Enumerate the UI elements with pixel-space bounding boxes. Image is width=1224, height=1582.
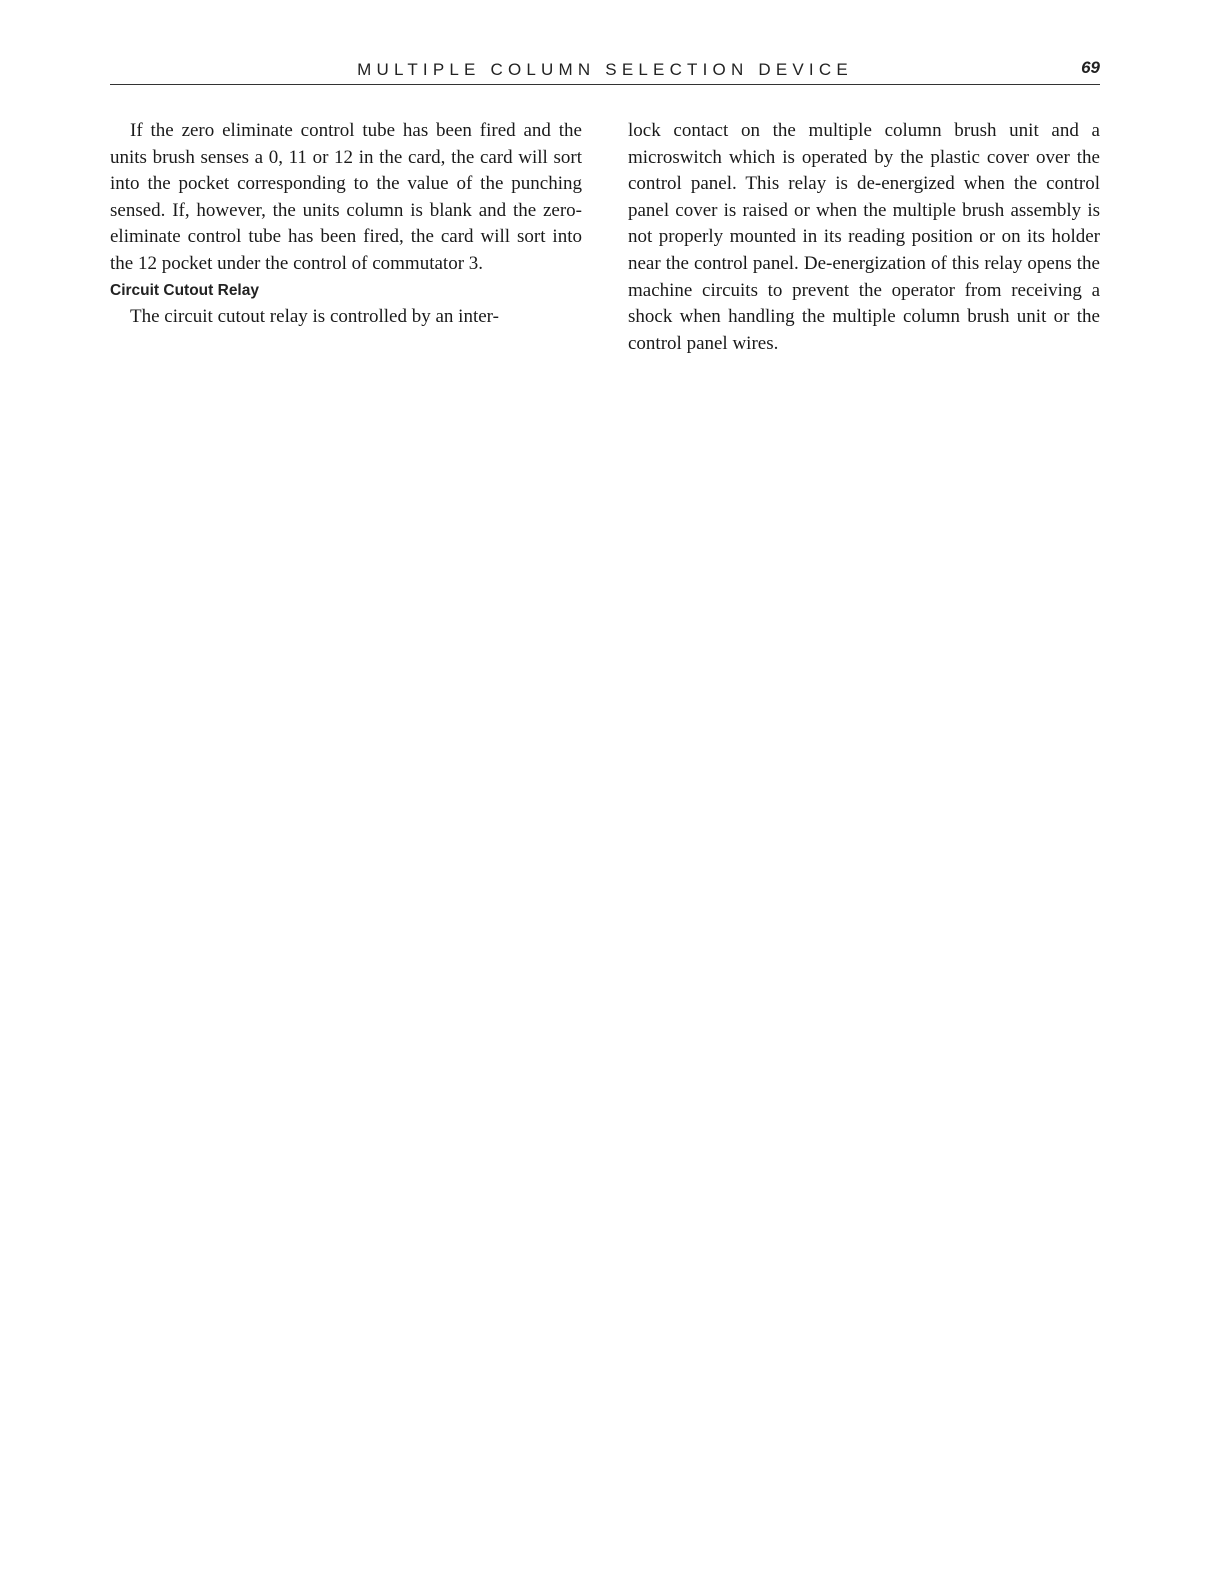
paragraph-circuit-cutout-start: The circuit cutout relay is controlled by an inter- [130,305,499,327]
right-column [628,118,1100,357]
page-number: 69 [1081,58,1100,77]
paragraph-circuit-cutout-continued: lock contact on the multiple column brush unit and a microswitch which is operated by the plastic cover over the control panel. This relay is de-energized when the control panel cover is raised or when the multiple brush assembly is not properly mounted in its reading position or on its holder near the control panel. De-energization of this relay opens the machine circuits to prevent the operator from receiving a shock when handling the multiple column brush unit or the control panel wires. [628,120,1100,354]
paragraph-zero-eliminate: If the zero eliminate control tube has been fired and the units brush senses a 0, 11 or 12 in the card, the card will sort into the pocket corresponding to the value of the punching sensed. If, however, the units column is blank and the zero-eliminate control tube has been fired, the card will sort into the 12 pocket under the control of commutator 3. [110,120,582,274]
left-column [110,118,582,330]
running-title: MULTIPLE COLUMN SELECTION DEVICE [357,60,853,79]
section-heading-circuit-cutout-relay: Circuit Cutout Relay [110,281,259,299]
running-header [110,58,1100,85]
